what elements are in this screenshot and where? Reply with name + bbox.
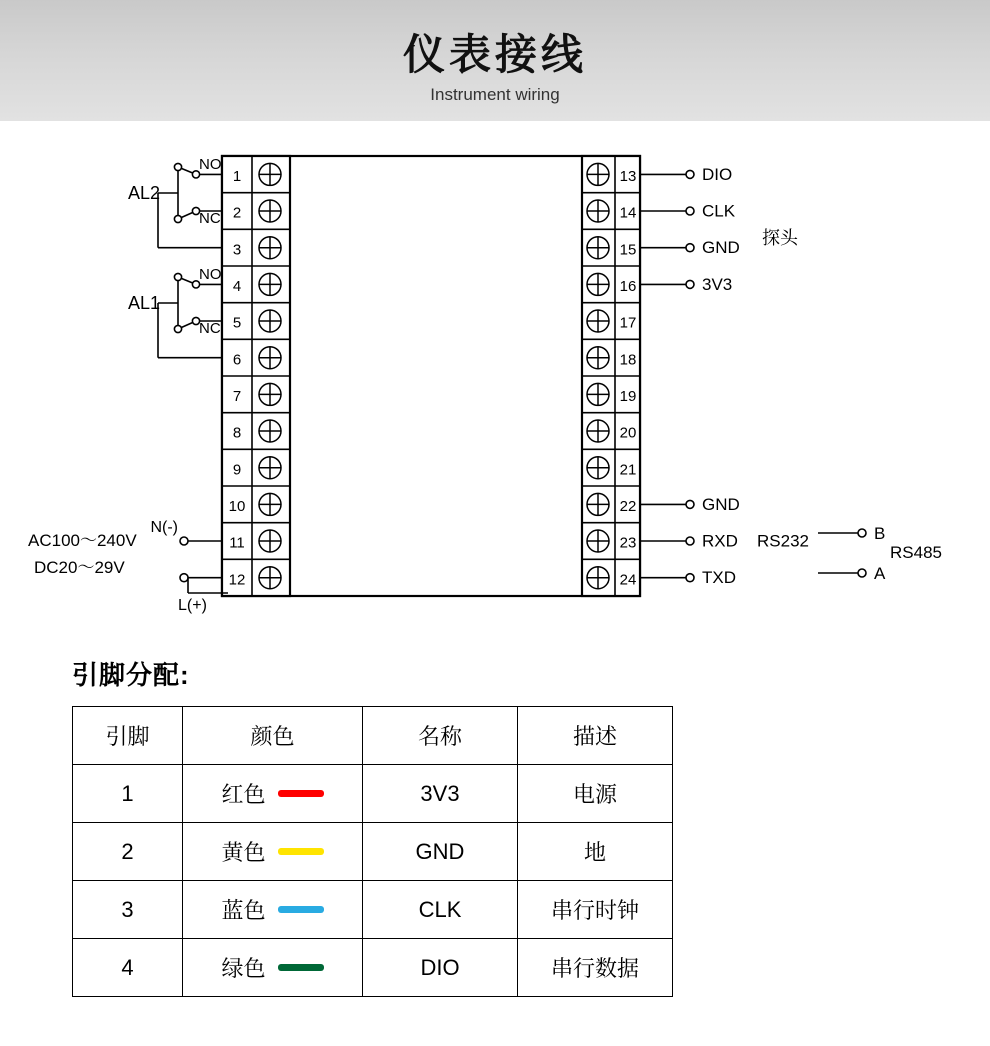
rs485-dot-b [858,529,866,537]
cell-desc: 电源 [518,765,673,823]
pin-assignment-table [72,706,673,997]
power-terminal-dot-l [180,574,188,582]
wiring-diagram [0,121,990,651]
signal-label-gnd: GND [702,238,740,258]
screw-terminal-icon [587,273,609,295]
table-row [73,939,673,997]
al1-no-label: NO [199,266,222,283]
column-header-name: 名称 [363,707,518,765]
table-row [73,823,673,881]
cell-pin: 1 [73,765,183,823]
color-name: 蓝色 [221,898,266,923]
pin-assignment-title: 引脚分配: [72,660,190,690]
al1-nc-label: NC [199,320,221,337]
terminal-number: 1 [232,168,242,185]
cell-desc: 串行时钟 [518,881,673,939]
right-lead-wires [640,174,686,577]
table-row [73,765,673,823]
screw-terminal-icon [259,493,281,515]
signal-label-clk: CLK [702,201,736,221]
cell-name: 3V3 [363,765,518,823]
al1-label: AL1 [128,293,161,313]
page-subtitle: Instrument wiring [430,85,560,104]
cell-name: DIO [363,939,518,997]
rs485-wires [818,533,858,573]
terminal-number: 2 [232,204,242,222]
screw-terminal-icon [259,273,281,295]
color-name: 红色 [221,782,266,807]
rs485-label-b: B [874,524,886,543]
color-swatch-yellow [278,848,324,855]
cell-pin: 2 [73,823,183,881]
power-terminal-dot-n [180,537,188,545]
contact-pivot [174,163,181,170]
right-terminal-dots [686,170,694,581]
terminal-number: 12 [228,571,246,589]
terminal-number: 7 [232,388,242,405]
cell-color [183,765,363,823]
rs485-dot-a [858,569,866,577]
rs485-label: RS485 [890,543,942,562]
screw-terminal-icon [259,567,281,589]
screw-terminal-icon [587,567,609,589]
column-header-desc: 描述 [518,707,673,765]
live-label: L(+) [178,597,207,614]
rs485-label-a: A [874,564,886,583]
cell-color [183,881,363,939]
signal-label-gnd-2: GND [702,494,740,514]
screw-terminal-icon [587,237,609,259]
color-name: 绿色 [221,956,266,981]
terminal-number: 14 [619,204,637,222]
screw-terminal-icon [259,237,281,259]
signal-label-3v3: 3V3 [702,274,733,294]
cell-color [183,823,363,881]
contact-pivot [174,325,181,332]
cell-name: CLK [363,881,518,939]
screw-terminal-icon [259,163,281,185]
contact-pivot [174,273,181,280]
color-swatch-blue [278,906,324,913]
screw-terminal-icon [587,530,609,552]
cell-desc: 串行数据 [518,939,673,997]
terminal-number: 15 [619,241,637,259]
power-dc-label: DC20～29V [34,558,125,577]
terminal-number: 10 [228,498,246,515]
table-header-row [73,707,673,765]
al2-nc-label: NC [199,210,221,227]
cell-pin: 4 [73,939,183,997]
al2-no-label: NO [199,156,222,173]
table-row [73,881,673,939]
pin-assignment-section [0,655,990,997]
terminal-number: 17 [619,314,637,332]
wiring-diagram-svg [0,121,990,651]
terminal-number: 22 [619,498,637,515]
screw-terminal-icon [259,530,281,552]
screw-terminal-icon [587,420,609,442]
column-header-color: 颜色 [183,707,363,765]
terminal-number: 19 [619,388,637,405]
cell-pin: 3 [73,881,183,939]
terminal-number: 13 [619,168,637,185]
screw-terminal-icon [587,493,609,515]
terminal-number: 18 [619,351,637,369]
screw-terminal-icon [587,347,609,369]
terminal-number: 23 [619,534,637,552]
color-name: 黄色 [221,840,266,865]
color-swatch-green [278,964,324,971]
contact-pivot [174,215,181,222]
terminal-number: 3 [232,241,242,259]
terminal-number: 11 [229,534,245,552]
screw-terminal-icon [587,163,609,185]
page-header [0,0,990,121]
terminal-number: 20 [619,424,637,442]
al2-label: AL2 [128,183,161,203]
screw-terminal-icon [259,310,281,332]
screw-terminal-icon [259,383,281,405]
screw-terminal-icon [587,457,609,479]
screw-terminal-icon [587,200,609,222]
power-ac-label: AC100～240V [28,531,137,550]
screw-terminal-icon [259,457,281,479]
neutral-label: N(-) [150,519,178,536]
color-swatch-red [278,790,324,797]
screw-terminal-icon [259,347,281,369]
cell-color [183,939,363,997]
screw-terminal-icon [259,200,281,222]
cell-desc: 地 [518,823,673,881]
signal-label-txd: TXD [702,568,736,588]
screw-terminal-icon [259,420,281,442]
terminal-number: 4 [232,278,242,295]
signal-label-dio: DIO [702,165,733,184]
terminal-number: 8 [232,424,242,442]
rs232-label: RS232 [757,531,809,551]
signal-label-rxd: RXD [702,531,738,551]
terminal-number: 16 [619,278,637,295]
screw-terminal-icon [587,383,609,405]
terminal-number: 9 [232,461,242,479]
terminal-number: 5 [232,314,242,332]
column-header-pin: 引脚 [73,707,183,765]
terminal-number: 24 [619,571,637,589]
terminal-number: 21 [619,461,637,479]
page-title: 仪表接线 [402,31,587,78]
cell-name: GND [363,823,518,881]
screw-terminal-icon [587,310,609,332]
terminal-number: 6 [232,351,242,369]
probe-label: 探头 [762,228,798,248]
